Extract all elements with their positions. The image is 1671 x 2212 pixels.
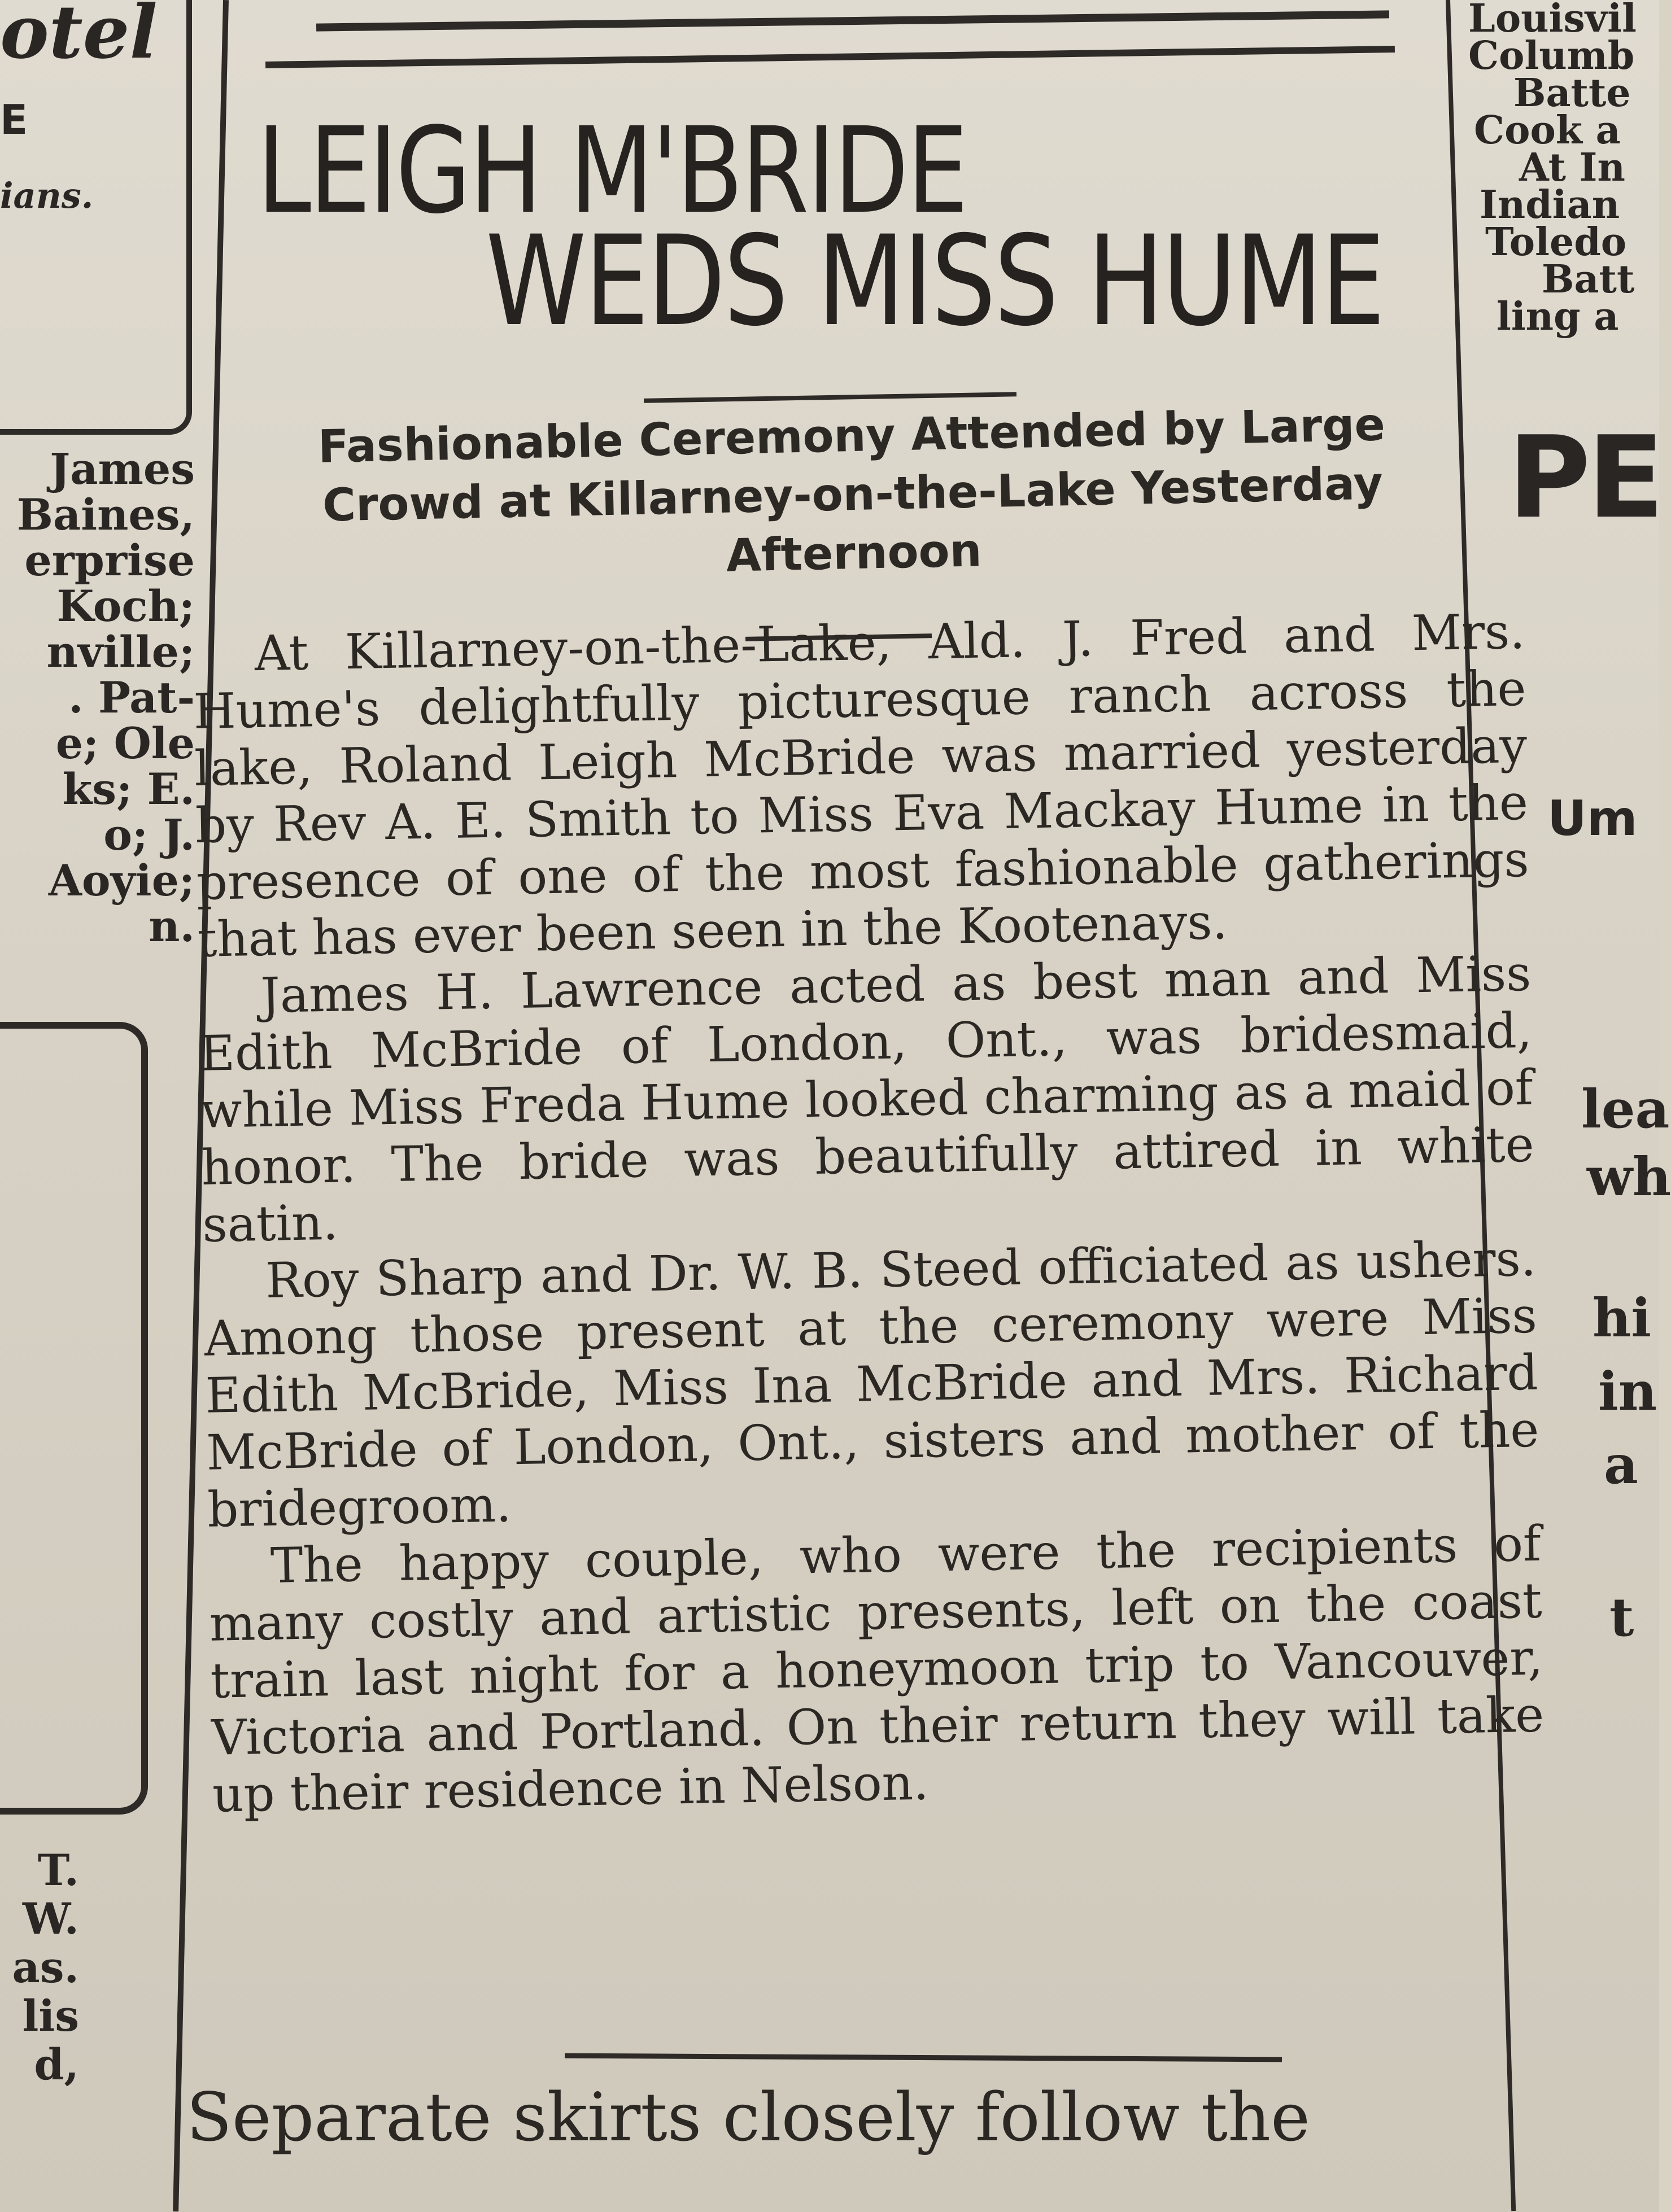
right-pe-fragment: PE <box>1508 412 1661 544</box>
left-line: lis <box>22 1991 79 2041</box>
headline-divider <box>644 392 1016 403</box>
right-line: Cook a <box>1474 108 1621 153</box>
article-body <box>192 604 1546 1824</box>
article <box>136 0 1545 2212</box>
right-line: Batt <box>1542 257 1635 302</box>
left-line: Koch; <box>56 581 195 631</box>
left-line: W. <box>23 1894 79 1944</box>
article-paragraph: James H. Lawrence acted as best man and Miss Edith McBride of London, Ont., was bridesmaid, while Miss Freda Hume looked charming as a maid of honor. The bride was beautifully attired in white satin. <box>199 945 1535 1253</box>
right-line: Toledo <box>1485 220 1627 265</box>
left-line: n. <box>149 901 195 951</box>
left-line: erprise <box>24 535 195 585</box>
left-line: as. <box>12 1942 79 1992</box>
left-line: T. <box>37 1845 79 1895</box>
right-fragment: t <box>1609 1586 1634 1649</box>
left-line: e; Ole <box>55 718 195 768</box>
left-top-fragment: otel <box>0 0 158 75</box>
right-fragment: a <box>1604 1434 1638 1496</box>
left-line: o; J. <box>103 810 195 860</box>
right-line: Columb <box>1468 33 1635 78</box>
right-column <box>1468 0 1671 2212</box>
right-text-lines <box>1468 0 1637 339</box>
right-line: At In <box>1519 145 1625 190</box>
right-fragment: lea <box>1581 1078 1670 1140</box>
left-text-lines-bottom <box>0 1846 79 2089</box>
left-line: . Pat- <box>68 672 195 723</box>
article-end-rule <box>565 2053 1282 2062</box>
article-paragraph: The happy couple, who were the recipients of many costly and artistic presents, left on the coast train last night for a honeymoon trip to Vancouver, Victoria and Portland. On their return they will take up their residence in Nelson. <box>208 1515 1545 1824</box>
left-e-fragment: E <box>0 96 28 143</box>
right-fragment: wh <box>1587 1146 1671 1208</box>
left-line: James <box>50 444 195 494</box>
left-bordered-box <box>0 1022 148 1815</box>
left-line: nville; <box>46 627 195 677</box>
right-fragment: hi <box>1593 1287 1652 1349</box>
right-line: Indian <box>1480 182 1620 228</box>
headline-line-2: WEDS MISS HUME <box>486 209 1384 353</box>
right-um-fragment: Um <box>1547 790 1638 847</box>
next-article-start: Separate skirts closely follow the <box>186 2078 1310 2156</box>
headline-line-1: LEIGH M'BRIDE <box>257 102 967 240</box>
article-paragraph: Roy Sharp and Dr. W. B. Steed officiated as ushers. Among those present at the ceremony were Miss Edith McBride, Miss Ina McBride and Mrs. Richard McBride of London, Ont., sisters and mother of the bridegroom. <box>204 1230 1540 1538</box>
right-line: Batte <box>1513 71 1631 116</box>
left-line: ks; E. <box>62 764 195 814</box>
left-line: Aoyie; <box>48 855 195 906</box>
right-line: Louisvil <box>1468 0 1637 41</box>
right-line: ling a <box>1497 294 1619 339</box>
left-line: d, <box>34 2039 79 2089</box>
subheadline: Fashionable Ceremony Attended by Large Crowd at Killarney-on-the-Lake Yesterday Afternoon <box>317 398 1386 582</box>
left-line: Baines, <box>16 489 195 540</box>
article-paragraph: At Killarney-on-the-Lake, Ald. J. Fred and Mrs. Hume's delightfully picturesque ranch across the lake, Roland Leigh McBride was married yesterday by Rev A. E. Smith to Miss Eva Mackay Hume in the presence of one of the most fashionable gatherings that has ever been seen in the Kootenays. <box>193 603 1530 968</box>
right-fragment: in <box>1598 1361 1657 1423</box>
left-ans-fragment: ians. <box>0 175 94 216</box>
